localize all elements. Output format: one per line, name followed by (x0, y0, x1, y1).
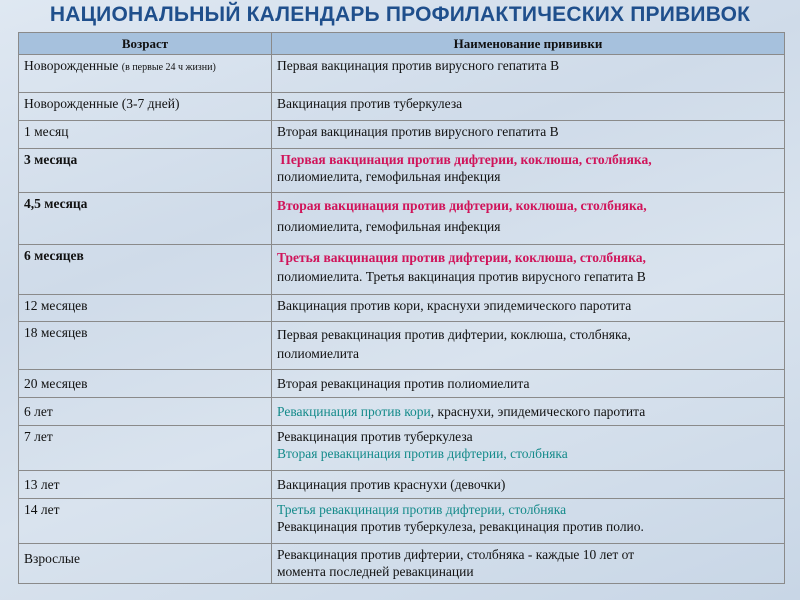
age-cell: Взрослые (19, 544, 272, 584)
table-row (19, 322, 785, 370)
table-row (19, 245, 785, 295)
table-row (19, 544, 785, 584)
vaccine-text-highlight: Третья вакцинация против дифтерии, коклюша, столбняка, (277, 250, 646, 265)
vaccination-table (18, 32, 785, 584)
table-header-row (19, 33, 785, 55)
age-cell: 14 лет (19, 499, 272, 544)
age-cell: 6 лет (19, 398, 272, 426)
vaccine-text: Ревакцинация против дифтерии, столбняка - каждые 10 лет от (277, 547, 635, 562)
table-row (19, 370, 785, 398)
vaccine-text: момента последней ревакцинации (277, 564, 474, 579)
column-header-vaccine: Наименование прививки (272, 33, 785, 55)
vaccine-cell (272, 322, 785, 370)
age-text: Новорожденные (24, 58, 119, 73)
vaccine-text: Ревакцинация против туберкулеза (277, 429, 473, 444)
age-cell (19, 55, 272, 93)
vaccine-text-highlight: Первая вакцинация против дифтерии, коклюша, столбняка, (277, 152, 652, 167)
age-cell: 18 месяцев (19, 322, 272, 370)
vaccine-cell: Вакцинация против краснухи (девочки) (272, 471, 785, 499)
vaccine-cell: Вакцинация против кори, краснухи эпидемического паротита (272, 295, 785, 322)
vaccine-text-highlight: Ревакцинация против кори (277, 404, 431, 419)
vaccine-text: Первая вакцинация против вирусного гепатита В (277, 58, 560, 73)
vaccine-cell (272, 193, 785, 245)
age-cell: 12 месяцев (19, 295, 272, 322)
vaccine-text-highlight: Третья ревакцинация против дифтерии, столбняка (277, 502, 567, 517)
vaccine-text: полиомиелита (277, 346, 360, 361)
vaccine-cell: Вторая вакцинация против вирусного гепатита В (272, 121, 785, 149)
age-cell: Новорожденные (3-7 дней) (19, 93, 272, 121)
vaccine-text-highlight: Вторая ревакцинация против дифтерии, столбняка (277, 446, 568, 461)
age-cell: 13 лет (19, 471, 272, 499)
vaccine-cell (272, 499, 785, 544)
vaccine-cell (272, 149, 785, 193)
vaccine-text: полиомиелита, гемофильная инфекция (277, 219, 501, 234)
table-row (19, 426, 785, 471)
vaccine-text: , краснухи, эпидемического паротита (430, 404, 646, 419)
vaccine-cell (272, 426, 785, 471)
table-row (19, 295, 785, 322)
vaccine-cell: Вторая ревакцинация против полиомиелита (272, 370, 785, 398)
age-cell: 7 лет (19, 426, 272, 471)
table-row (19, 93, 785, 121)
table-row (19, 121, 785, 149)
vaccine-cell (272, 398, 785, 426)
table-row (19, 55, 785, 93)
table-row (19, 398, 785, 426)
vaccine-text: полиомиелита. Третья вакцинация против вирусного гепатита В (277, 269, 646, 284)
age-cell: 3 месяца (19, 149, 272, 193)
table-row (19, 471, 785, 499)
vaccine-cell (272, 544, 785, 584)
age-cell: 1 месяц (19, 121, 272, 149)
table-row (19, 499, 785, 544)
page-title: НАЦИОНАЛЬНЫЙ КАЛЕНДАРЬ ПРОФИЛАКТИЧЕСКИХ ПРИВИВОК (49, 3, 751, 26)
vaccine-cell: Вакцинация против туберкулеза (272, 93, 785, 121)
vaccine-text: Ревакцинация против туберкулеза, ревакцинация против полио. (277, 519, 644, 534)
column-header-age: Возраст (19, 33, 272, 55)
table-row (19, 149, 785, 193)
vaccine-cell (272, 245, 785, 295)
vaccine-text: Первая ревакцинация против дифтерии, коклюша, столбняка, (277, 327, 631, 342)
vaccine-text-highlight: Вторая вакцинация против дифтерии, коклюша, столбняка, (277, 198, 647, 213)
age-cell: 6 месяцев (19, 245, 272, 295)
age-cell: 4,5 месяца (19, 193, 272, 245)
table-row (19, 193, 785, 245)
vaccine-cell (272, 55, 785, 93)
age-note: (в первые 24 ч жизни) (121, 62, 216, 73)
vaccine-text: полиомиелита, гемофильная инфекция (277, 169, 501, 184)
age-cell: 20 месяцев (19, 370, 272, 398)
